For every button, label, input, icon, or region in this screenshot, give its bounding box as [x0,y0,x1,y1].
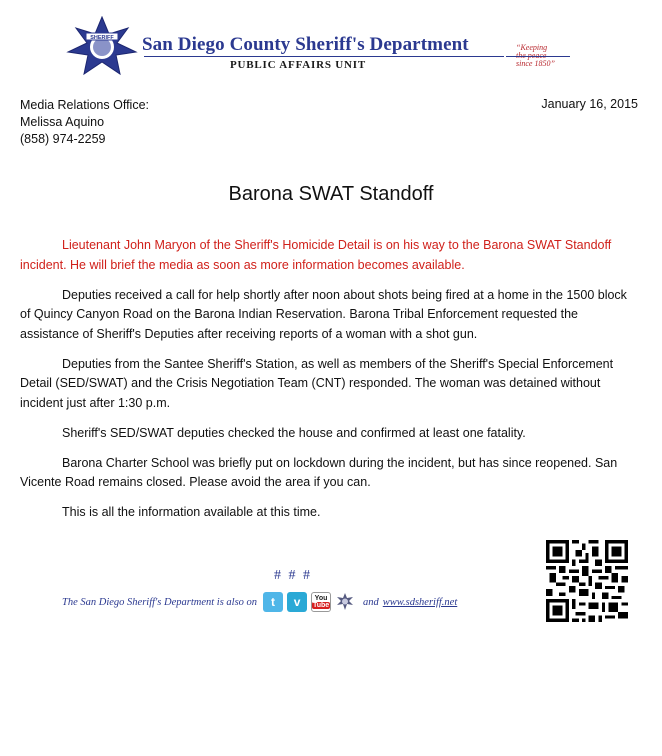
letterhead-divider [144,56,504,57]
social-icons [263,592,355,612]
page-title: Barona SWAT Standoff [228,183,434,205]
press-release-body [20,236,640,533]
contact-phone: (858) 974-2259 [20,132,106,146]
unit-name: PUBLIC AFFAIRS UNIT [230,59,367,71]
sheriff-star-badge-icon [66,16,138,76]
media-contact [20,97,149,148]
paragraph-update: Lieutenant John Maryon of the Sheriff's Homicide Detail is on his way to the Barona SWAT Standoff incident. He will brief the media as soon as more information becomes available. [20,238,612,272]
vimeo-icon[interactable]: v [287,592,307,612]
footer-text: The San Diego Sheriff's Department is also on [62,596,258,608]
slogan-line: since 1850” [516,59,555,68]
paragraph: Deputies received a call for help shortly after noon about shots being fired at a home in the 1500 block of Quincy Canyon Road on the Barona Indian Reservation. Barona Tribal Enforcement requested the assistance of Sheriff's Deputies after receiving reports of a woman with a shot gun. [20,287,627,341]
sheriff-badge-icon[interactable] [335,592,355,612]
social-footer [62,591,457,613]
paragraph: Barona Charter School was briefly put on lockdown during the incident, but has since reopened. San Vicente Road remains closed. Please avoid the area if you can. [20,455,618,489]
paragraph: This is all the information available at this time. [62,505,321,519]
slogan-line: “Keeping [516,43,548,52]
slogan-divider [506,56,570,57]
letterhead [66,16,576,76]
badge-label: SHERIFF [90,35,114,41]
footer-and: and [363,596,379,608]
paragraph: Deputies from the Santee Sheriff's Station, as well as members of the Sheriff's Special Enforcement Detail (SED/SWAT) and the Crisis Negotiation Team (CNT) responded. The woman was detained without incident just after 1:30 p.m. [20,356,614,410]
youtube-icon[interactable] [311,592,331,612]
youtube-you: You [314,595,328,602]
twitter-icon[interactable]: t [263,592,283,612]
qr-code-icon [546,540,628,622]
youtube-tube: Tube [312,602,330,609]
end-marker: # # # [274,568,312,583]
contact-office: Media Relations Office: [20,98,149,112]
department-name: San Diego County Sheriff's Department [142,34,469,55]
paragraph: Sheriff's SED/SWAT deputies checked the house and confirmed at least one fatality. [62,425,526,440]
contact-name: Melissa Aquino [20,115,105,129]
release-date: January 16, 2015 [541,97,638,111]
website-link[interactable]: www.sdsheriff.net [382,596,458,608]
